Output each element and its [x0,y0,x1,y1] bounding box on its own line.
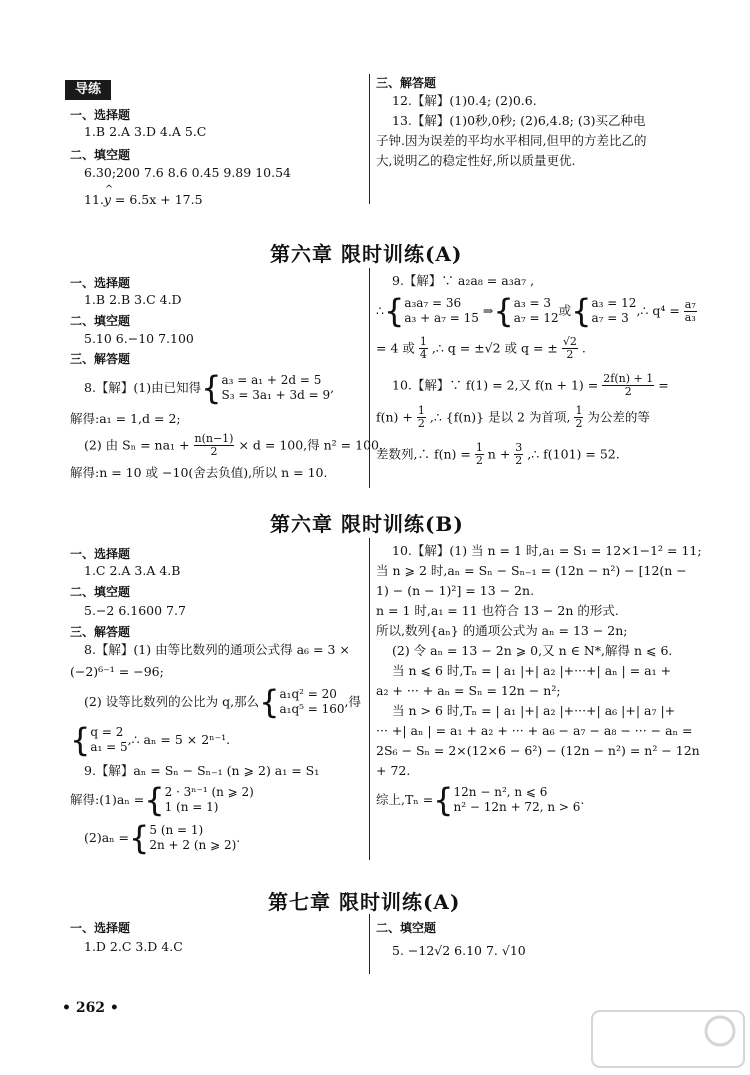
ch6a-q8-conclusion: 解得:n = 10 或 −10(舍去负值),所以 n = 10. [70,465,328,480]
ch6b-fill-heading: 二、填空题 [70,585,131,599]
chapter-6b-title: 第六章 限时训练(B) [270,512,464,536]
ch6b-fill-answers: 5.−2 6.1600 7.7 [84,603,186,618]
page-number: • 262 • [62,1000,119,1016]
ch6b-q10-line6: (2) 令 aₙ = 13 − 2n ⩾ 0,又 n ∈ N*,解得 n ⩽ 6. [392,643,673,658]
ch6b-q8-line2: (−2)⁶⁻¹ = −96; [70,664,164,679]
column-divider [369,914,370,974]
ch6b-q10-line10: ··· +| aₙ | = a₁ + a₂ + ··· + a₆ − a₇ − a₈ − ··· − aₙ = [376,723,693,738]
ch6b-choice-answers: 1.C 2.A 3.A 4.B [84,563,181,578]
ch6a-fill-answers: 5.10 6.−10 7.100 [84,331,194,346]
guide-choice-heading: 一、选择题 [70,108,131,122]
ch6a-choice-answers: 1.B 2.B 3.C 4.D [84,292,182,307]
guide-fill-answer-11: 11. ^ y = 6.5x + 17.5 [84,184,203,207]
ch6a-choice-heading: 一、选择题 [70,276,131,290]
ch6b-answer-heading: 三、解答题 [70,625,131,639]
guide-answer-13-line2: 子钟.因为误差的平均水平相同,但甲的方差比乙的 [376,133,647,148]
guide-answer-13-line3: 大,说明乙的稳定性好,所以质量更优. [376,153,576,168]
guide-answer-13-line1: 13.【解】(1)0秒,0秒; (2)6,4.8; (3)买乙种电 [392,113,646,128]
ch6b-q8-line3: (2) 设等比数列的公比为 q,那么{ a₁q² = 20 a₁q⁵ = 160 ,得 [84,683,362,721]
ch6a-q8-solution: 解得:a₁ = 1,d = 2; [70,411,181,426]
ch7a-choice-heading: 一、选择题 [70,921,131,935]
ch6a-q10-line1: 10.【解】∵ f(1) = 2,又 f(n + 1) = $\frac{2f(n) + 1}{2}$ = [392,372,669,398]
ch6b-q10-line7: 当 n ⩽ 6 时,Tₙ = | a₁ |+| a₂ |+···+| aₙ | = a₁ + [392,663,672,678]
guide-choice-answers: 1.B 2.A 3.D 4.A 5.C [84,124,207,139]
ch6a-q10-line3: 差数列,∴ f(n) = $\frac{1}{2}$ n + $\frac{3}{2}$ ,∴ f(101) = 52. [376,441,620,467]
ch7a-fill-heading: 二、填空题 [376,921,437,935]
ch6b-choice-heading: 一、选择题 [70,547,131,561]
ch6b-q10-line4: n = 1 时,a₁ = 11 也符合 13 − 2n 的形式. [376,603,619,618]
ch7a-fill-answers: 5. −12√2 6.10 7. √10 [392,943,526,958]
guide-answer-heading: 三、解答题 [376,76,437,90]
guide-fill-answers: 6.30;200 7.6 8.6 0.45 9.89 10.54 [84,165,291,180]
ch6b-q10-line13: 综上,Tₙ ={ 12n − n², n ⩽ 6 n² − 12n + 72, n > 6 . [376,781,585,819]
ch6a-q8-line1: 8.【解】(1)由已知得{ a₃ = a₁ + 2d = 5 S₃ = 3a₁ + 3d = 9 , [84,369,335,407]
ch6b-q9-line1: 9.【解】aₙ = Sₙ − Sₙ₋₁ (n ⩾ 2) a₁ = S₁ [84,763,320,778]
ch6b-q10-line5: 所以,数列{aₙ} 的通项公式为 aₙ = 13 − 2n; [376,623,628,638]
section-badge-guide: 导练 [65,80,111,100]
ch6b-q8-line1: 8.【解】(1) 由等比数列的通项公式得 a₆ = 3 × [84,642,350,657]
ch6a-fill-heading: 二、填空题 [70,314,131,328]
ch6b-q8-line4: { q = 2 a₁ = 5 ,∴ aₙ = 5 × 2ⁿ⁻¹. [70,721,231,759]
ch6b-q10-line3: 1) − (n − 1)²] = 13 − 2n. [376,583,535,598]
watermark-logo [590,1009,746,1069]
ch6b-q10-line12: + 72. [376,763,411,778]
ch6a-q8-part2: (2) 由 Sₙ = na₁ + $\frac{n(n-1)}{2}$ × d = 100,得 n² = 100. [84,432,383,458]
ch6b-q9-line2: 解得:(1)aₙ ={ 2 · 3ⁿ⁻¹ (n ⩾ 2) 1 (n = 1) [70,781,254,819]
column-divider [369,74,370,204]
guide-answer-12: 12.【解】(1)0.4; (2)0.6. [392,93,537,108]
ch6b-q10-line2: 当 n ⩾ 2 时,aₙ = Sₙ − Sₙ₋₁ = (12n − n²) − [12(n − [376,563,687,578]
decorative-top-border [64,48,682,56]
chapter-7a-title: 第七章 限时训练(A) [268,890,461,914]
ch6b-q10-line11: 2S₆ − Sₙ = 2×(12×6 − 6²) − (12n − n²) = n² − 12n [376,743,700,758]
column-divider [369,538,370,860]
ch6a-answer-heading: 三、解答题 [70,352,131,366]
chapter-6a-title: 第六章 限时训练(A) [270,242,463,266]
guide-fill-heading: 二、填空题 [70,148,131,162]
ch6b-q9-line3: (2)aₙ ={ 5 (n = 1) 2n + 2 (n ⩾ 2) . [84,819,241,857]
ch6a-q10-line2: f(n) + $\frac{1}{2}$ ,∴ {f(n)} 是以 2 为首项, $\frac{1}{2}$ 为公差的等 [376,404,650,430]
ch6a-q9-line1: 9.【解】∵ a₂a₈ = a₃a₇ , [392,273,535,288]
ch6a-q9-line3: = 4 或 $\frac{1}{4}$ ,∴ q = ±√2 或 q = ± $\frac{√2}{2}$ . [376,335,586,361]
ch6b-q10-line1: 10.【解】(1) 当 n = 1 时,a₁ = S₁ = 12×1−1² = 11; [392,543,702,558]
ch7a-choice-answers: 1.D 2.C 3.D 4.C [84,939,183,954]
ch6b-q10-line8: a₂ + ··· + aₙ = Sₙ = 12n − n²; [376,683,561,698]
ch6b-q10-line9: 当 n > 6 时,Tₙ = | a₁ |+| a₂ |+···+| a₆ |+| a₇ |+ [392,703,676,718]
ch6a-q9-line2: ∴{ a₃a₇ = 36 a₃ + a₇ = 15 ⇒{ a₃ = 3 a₇ = 12 或{ a₃ = 12 a₇ = 3 ,∴ q⁴ = $\frac{\text{a₇}}{\text{a₃}}$ [376,292,696,330]
